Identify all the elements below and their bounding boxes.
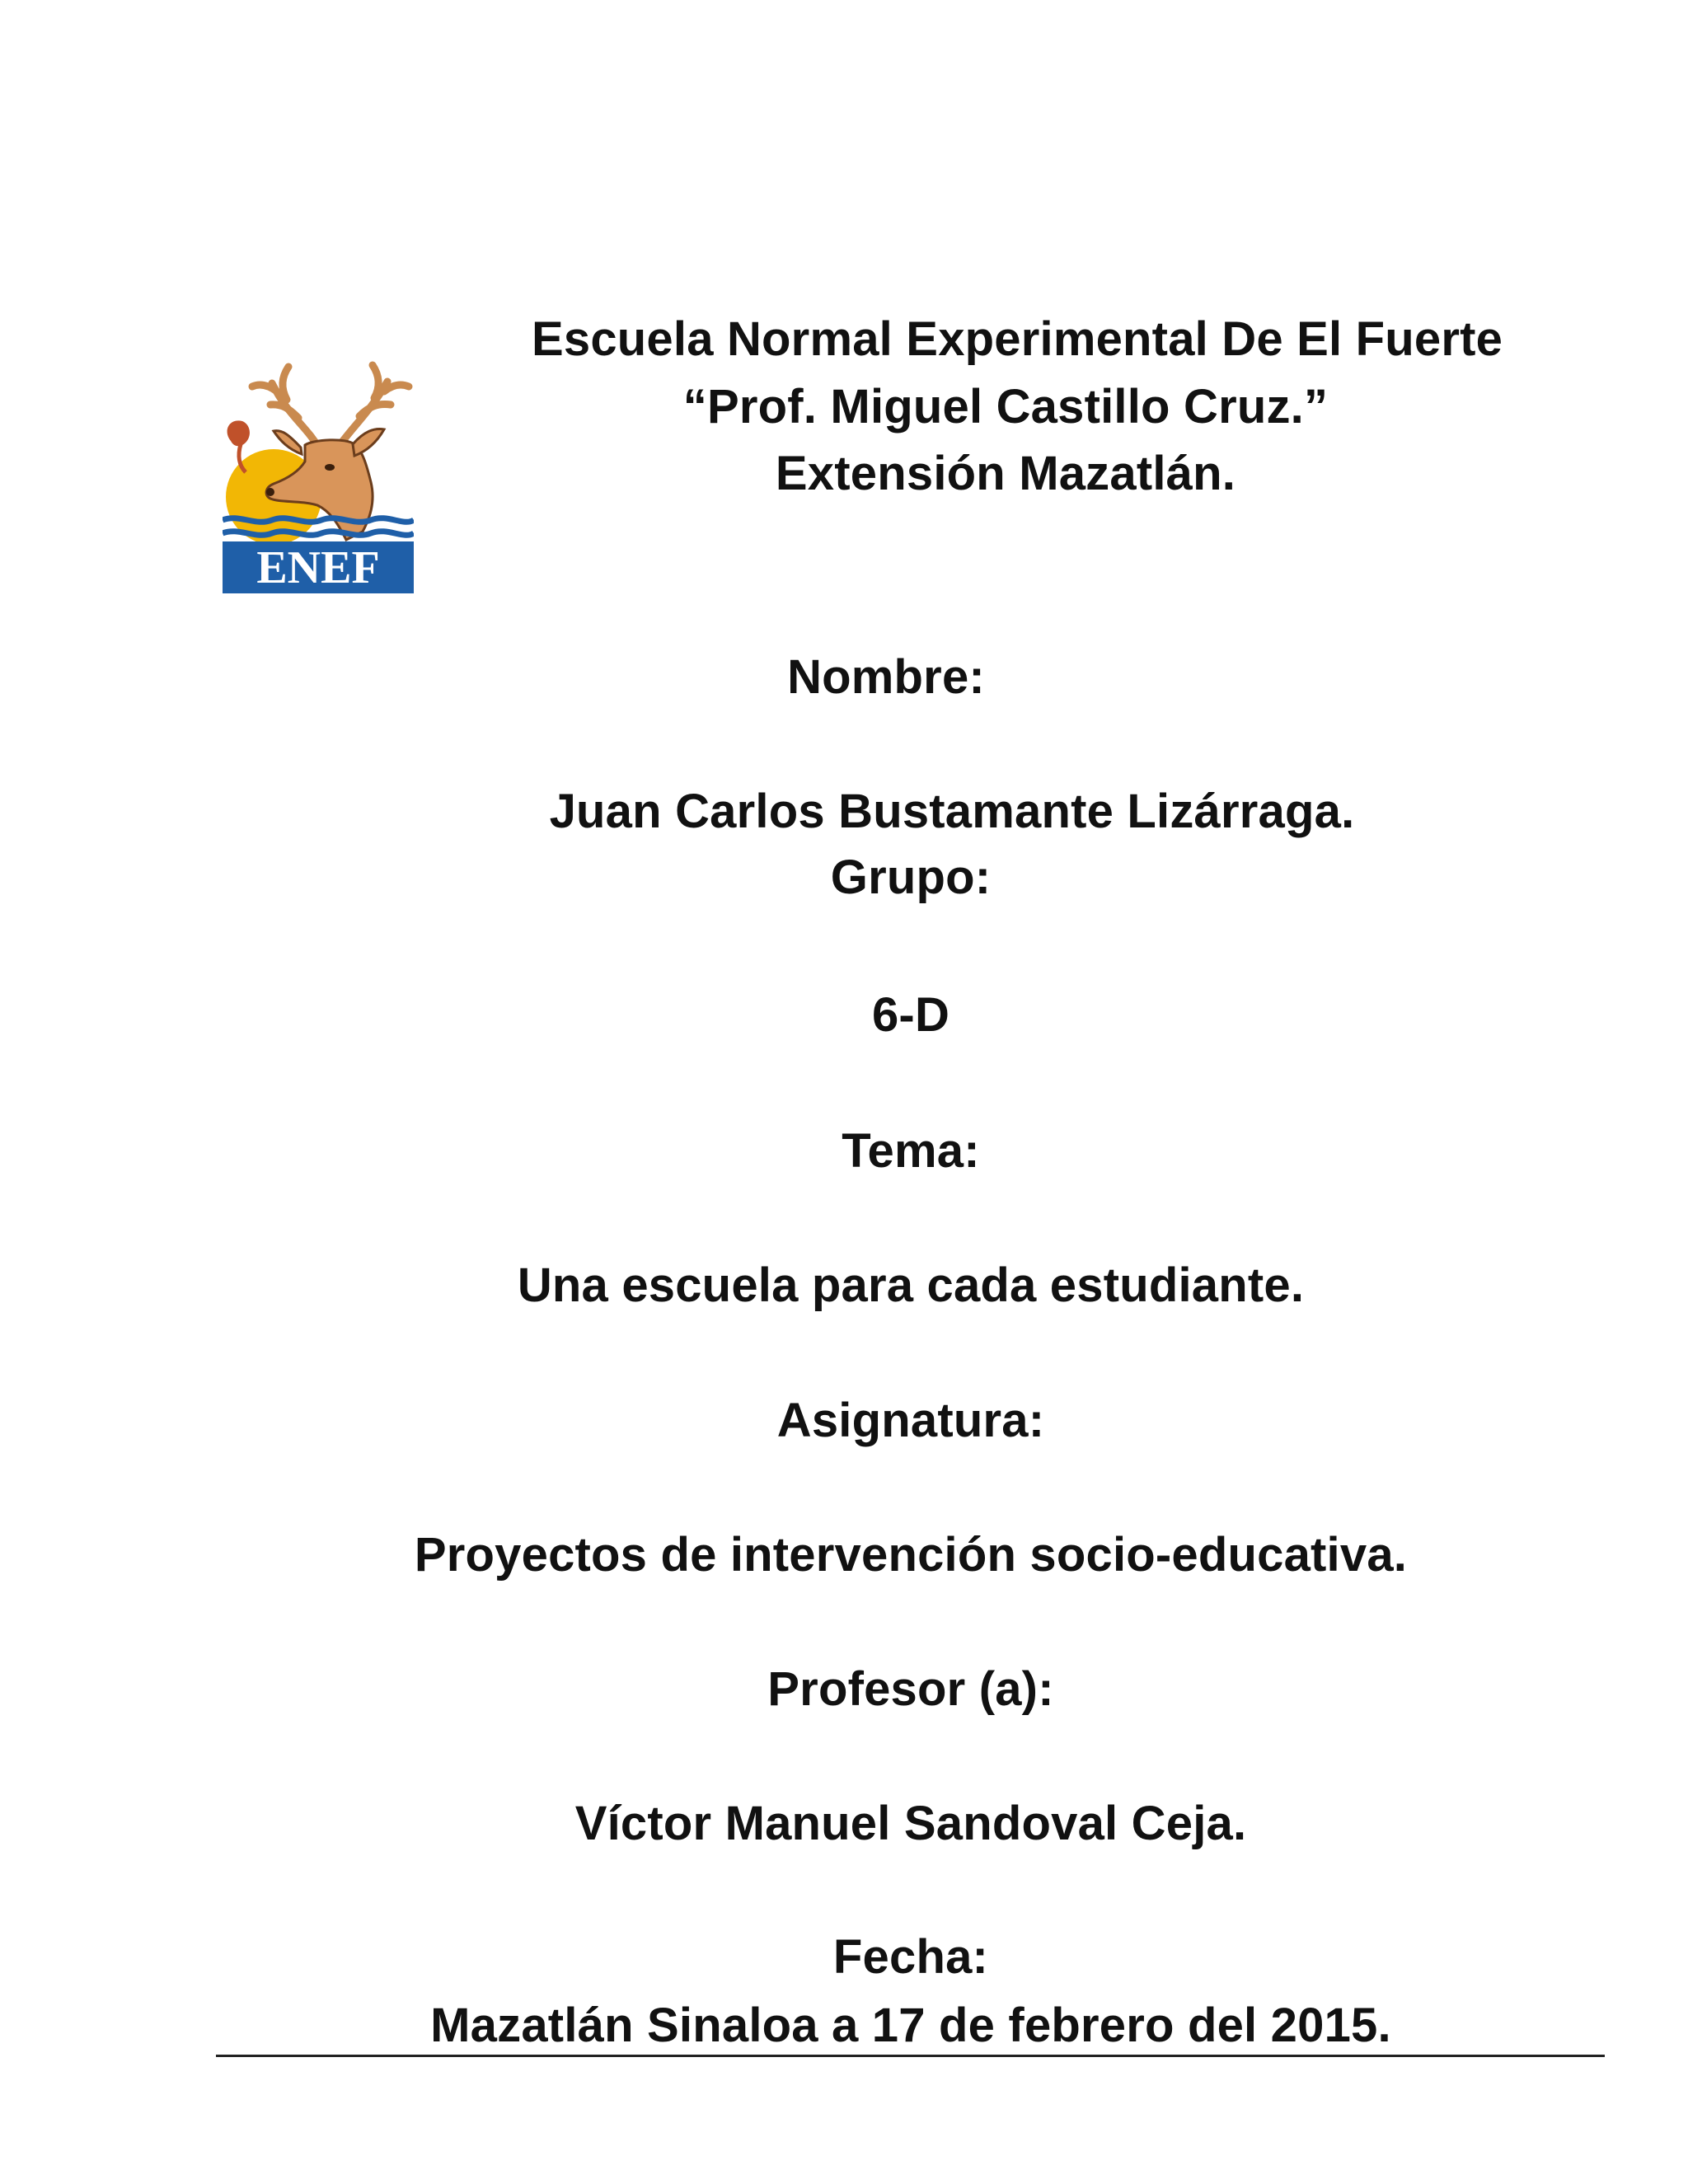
profesor-value: Víctor Manuel Sandoval Ceja. — [574, 1797, 1247, 1850]
nombre-value: Juan Carlos Bustamante Lizárraga. — [549, 785, 1355, 838]
grupo-label: Grupo: — [830, 851, 992, 904]
asignatura-value: Proyectos de intervención socio-educativa. — [414, 1528, 1408, 1582]
school-name: Escuela Normal Experimental De El Fuerte — [532, 312, 1503, 366]
grupo-value: 6-D — [871, 988, 950, 1042]
asignatura-label: Asignatura: — [776, 1394, 1045, 1447]
horn-icon — [227, 420, 250, 446]
tema-value: Una escuela para cada estudiante. — [517, 1258, 1305, 1312]
profesor-label: Profesor (a): — [767, 1662, 1054, 1716]
school-extension: Extensión Mazatlán. — [775, 447, 1236, 500]
footer-rule — [216, 2055, 1605, 2057]
nombre-label: Nombre: — [787, 650, 985, 704]
antlers-icon — [252, 365, 409, 449]
enef-logo — [223, 359, 414, 593]
logo-text: ENEF — [256, 542, 380, 593]
school-patron: “Prof. Miguel Castillo Cruz.” — [682, 380, 1329, 434]
tema-label: Tema: — [842, 1124, 980, 1178]
fecha-value: Mazatlán Sinaloa a 17 de febrero del 2015. — [430, 1999, 1391, 2052]
fecha-label: Fecha: — [832, 1930, 989, 1984]
